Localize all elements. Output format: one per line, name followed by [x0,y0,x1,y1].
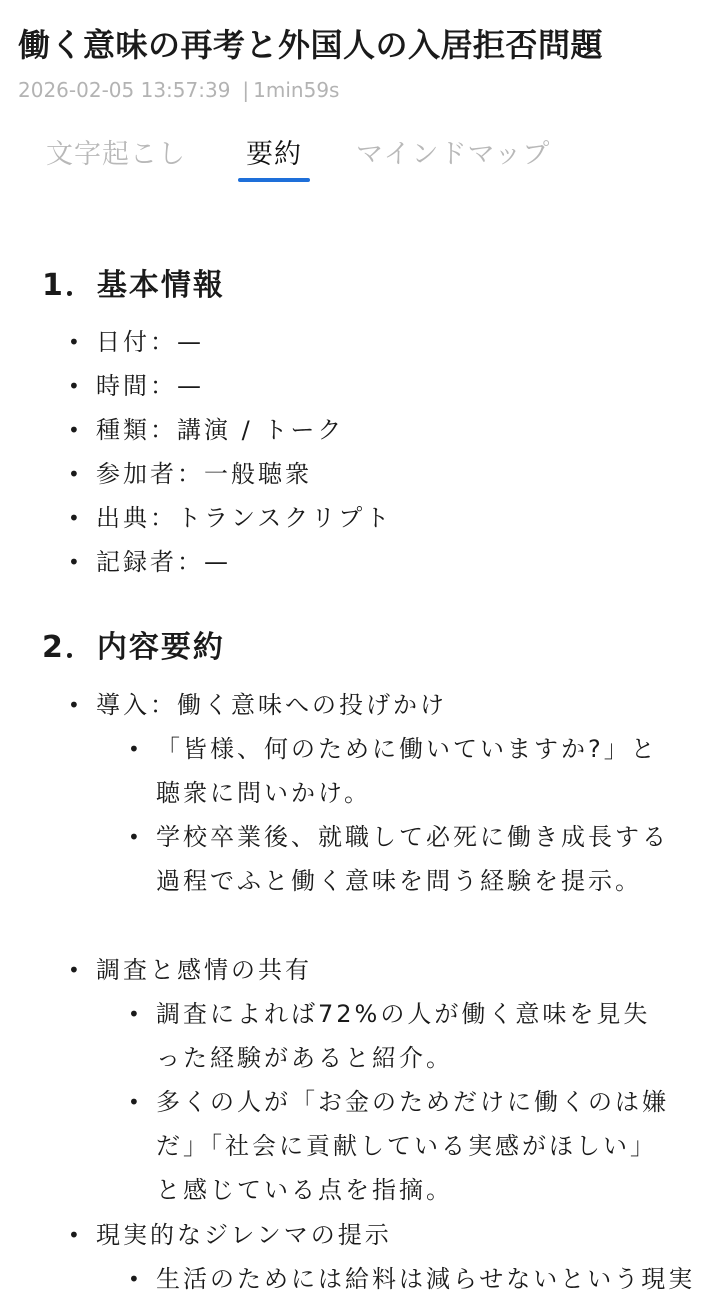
section-heading-basic-info: 1．基本情報 [42,268,225,303]
bullet-icon: • [68,550,80,574]
bullet-icon: • [128,1090,140,1114]
tab-mindmap[interactable]: マインドマップ [356,139,551,170]
topic-point: 学校卒業後、就職して必死に働き成長する過程でふと働く意味を問う経験を提示。 [156,823,669,895]
topic-label: 調査と感情の共有 [96,956,312,984]
info-item-date: 日付：— [96,328,204,356]
recording-meta [18,78,339,102]
meta-separator: | [242,78,250,102]
info-item-recorder: 記録者：— [96,548,231,576]
bullet-icon: • [68,374,80,398]
page-title: 働く意味の再考と外国人の入居拒否問題 [18,26,604,64]
bullet-icon: • [68,418,80,442]
bullet-icon: • [68,330,80,354]
info-item-source: 出典：トランスクリプト [96,504,393,532]
topic-point: 調査によれば72%の人が働く意味を見失った経験があると紹介。 [156,1000,651,1072]
duration: 1min59s [253,78,340,102]
section-heading-summary: 2．内容要約 [42,630,225,665]
info-item-type: 種類：講演 / トーク [96,416,345,444]
bullet-icon: • [128,1002,140,1026]
tab-transcript[interactable]: 文字起こし [46,139,186,170]
bullet-icon: • [68,693,80,717]
timestamp: 2026-02-05 13:57:39 [18,78,231,102]
bullet-icon: • [68,958,80,982]
bullet-icon: • [128,1267,140,1291]
bullet-icon: • [68,1223,80,1247]
bullet-icon: • [68,462,80,486]
topic-label: 導入：働く意味への投げかけ [96,691,447,719]
bullet-icon: • [128,737,140,761]
tab-bar [0,132,709,192]
topic-point: 多くの人が「お金のためだけに働くのは嫌だ」「社会に貢献している実感がほしい」と感じている点を指摘。 [156,1088,669,1204]
tab-summary[interactable]: 要約 [246,139,302,170]
topic-label: 現実的なジレンマの提示 [96,1221,392,1249]
active-tab-indicator [238,178,310,182]
bullet-icon: • [128,825,140,849]
info-item-time: 時間：— [96,372,204,400]
topic-point: 「皆様、何のために働いていますか?」と聴衆に問いかけ。 [156,735,658,807]
topic-point: 生活のためには給料は減らせないという現実 [156,1265,696,1293]
bullet-icon: • [68,506,80,530]
info-item-participants: 参加者：一般聴衆 [96,460,312,488]
